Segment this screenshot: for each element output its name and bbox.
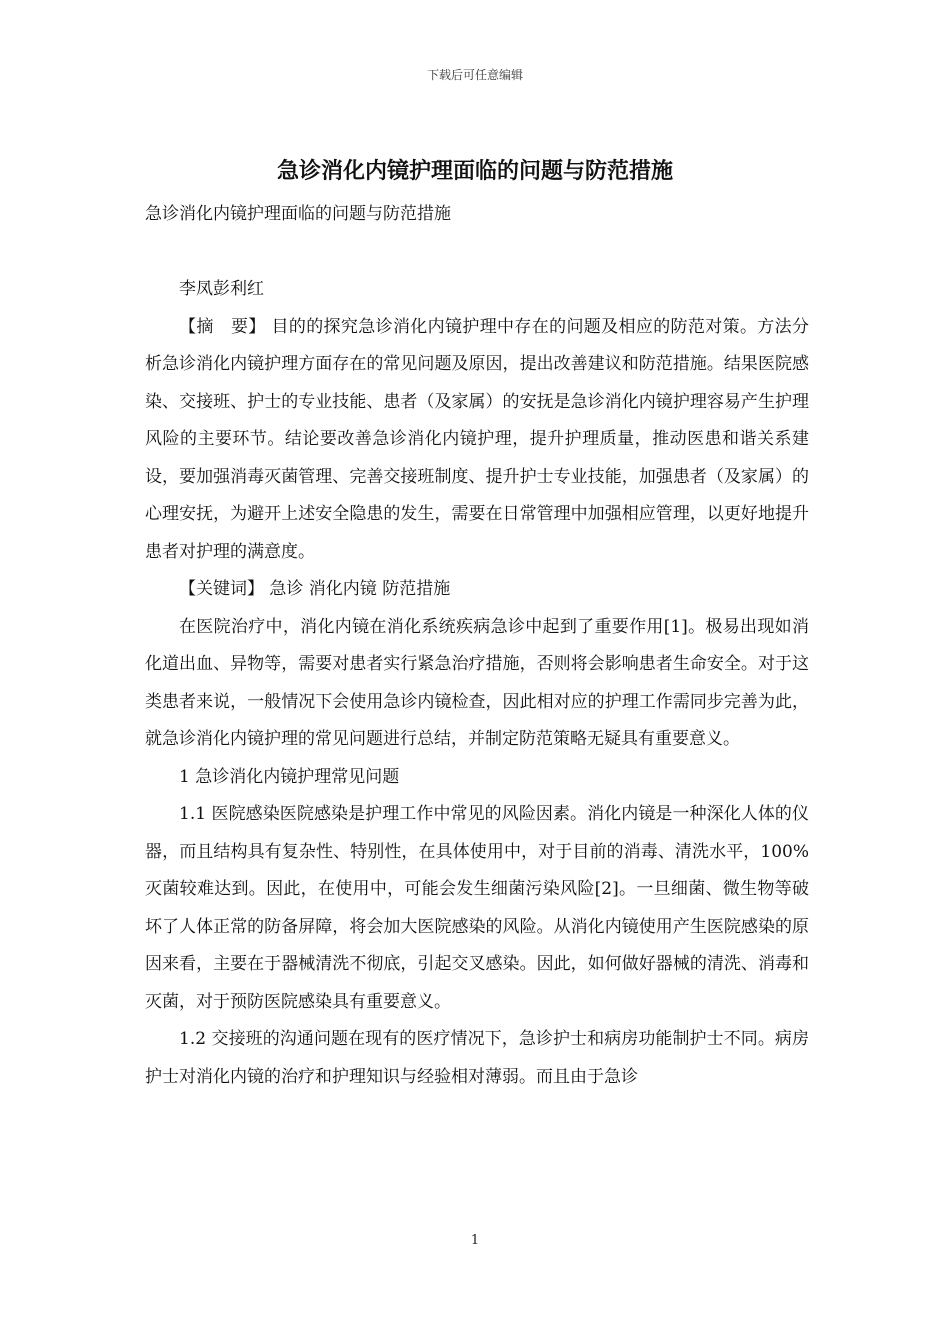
- section-1-2-paragraph: 1.2 交接班的沟通问题在现有的医疗情况下，急诊护士和病房功能制护士不同。病房护士对消化内镜的治疗和护理知识与经验相对薄弱。而且由于急诊: [145, 1029, 809, 1087]
- section-1-heading: 1 急诊消化内镜护理常见问题: [179, 766, 400, 787]
- intro-paragraph: 在医院治疗中，消化内镜在消化系统疾病急诊中起到了重要作用[1]。极易出现如消化道出血、异物等，需要对患者实行紧急治疗措施，否则将会影响患者生命安全。对于这类患者来说，一般情况下会使用急诊内镜检查，因此相对应的护理工作需同步完善为此，就急诊消化内镜护理的常见问题进行总结，并制定防范策略无疑具有重要意义。: [145, 616, 809, 749]
- document-body: [145, 196, 809, 1096]
- page-number: 1: [470, 1233, 480, 1248]
- document-subtitle: 急诊消化内镜护理面临的问题与防范措施: [145, 204, 451, 224]
- document-title: 急诊消化内镜护理面临的问题与防范措施: [276, 158, 673, 184]
- keywords-line: 【关键词】 急诊 消化内镜 防范措施: [179, 579, 451, 599]
- blank-line: [145, 234, 809, 272]
- header-note: 下载后可任意编辑: [426, 68, 523, 82]
- abstract-paragraph: 【摘 要】 目的的探究急诊消化内镜护理中存在的问题及相应的防范对策。方法分析急诊消化内镜护理方面存在的常见问题及原因，提出改善建议和防范措施。结果医院感染、交接班、护士的专业技能、患者（及家属）的安抚是急诊消化内镜护理容易产生护理风险的主要环节。结论要改善急诊消化内镜护理，提升护理质量，推动医患和谐关系建设，要加强消毒灭菌管理、完善交接班制度、提升护士专业技能，加强患者（及家属）的心理安抚，为避开上述安全隐患的发生，需要在日常管理中加强相应管理，以更好地提升患者对护理的满意度。: [145, 316, 809, 562]
- author-line: 李凤彭利红: [179, 279, 264, 299]
- section-1-1-paragraph: 1.1 医院感染医院感染是护理工作中常见的风险因素。消化内镜是一种深化人体的仪器，而且结构具有复杂性、特别性，在具体使用中，对于目前的消毒、清洗水平，100%灭菌较难达到。因此，在使用中，可能会发生细菌污染风险[2]。一旦细菌、微生物等破坏了人体正常的防备屏障，将会加大医院感染的风险。从消化内镜使用产生医院感染的原因来看，主要在于器械清洗不彻底，引起交叉感染。因此，如何做好器械的清洗、消毒和灭菌，对于预防医院感染具有重要意义。: [145, 804, 809, 1012]
